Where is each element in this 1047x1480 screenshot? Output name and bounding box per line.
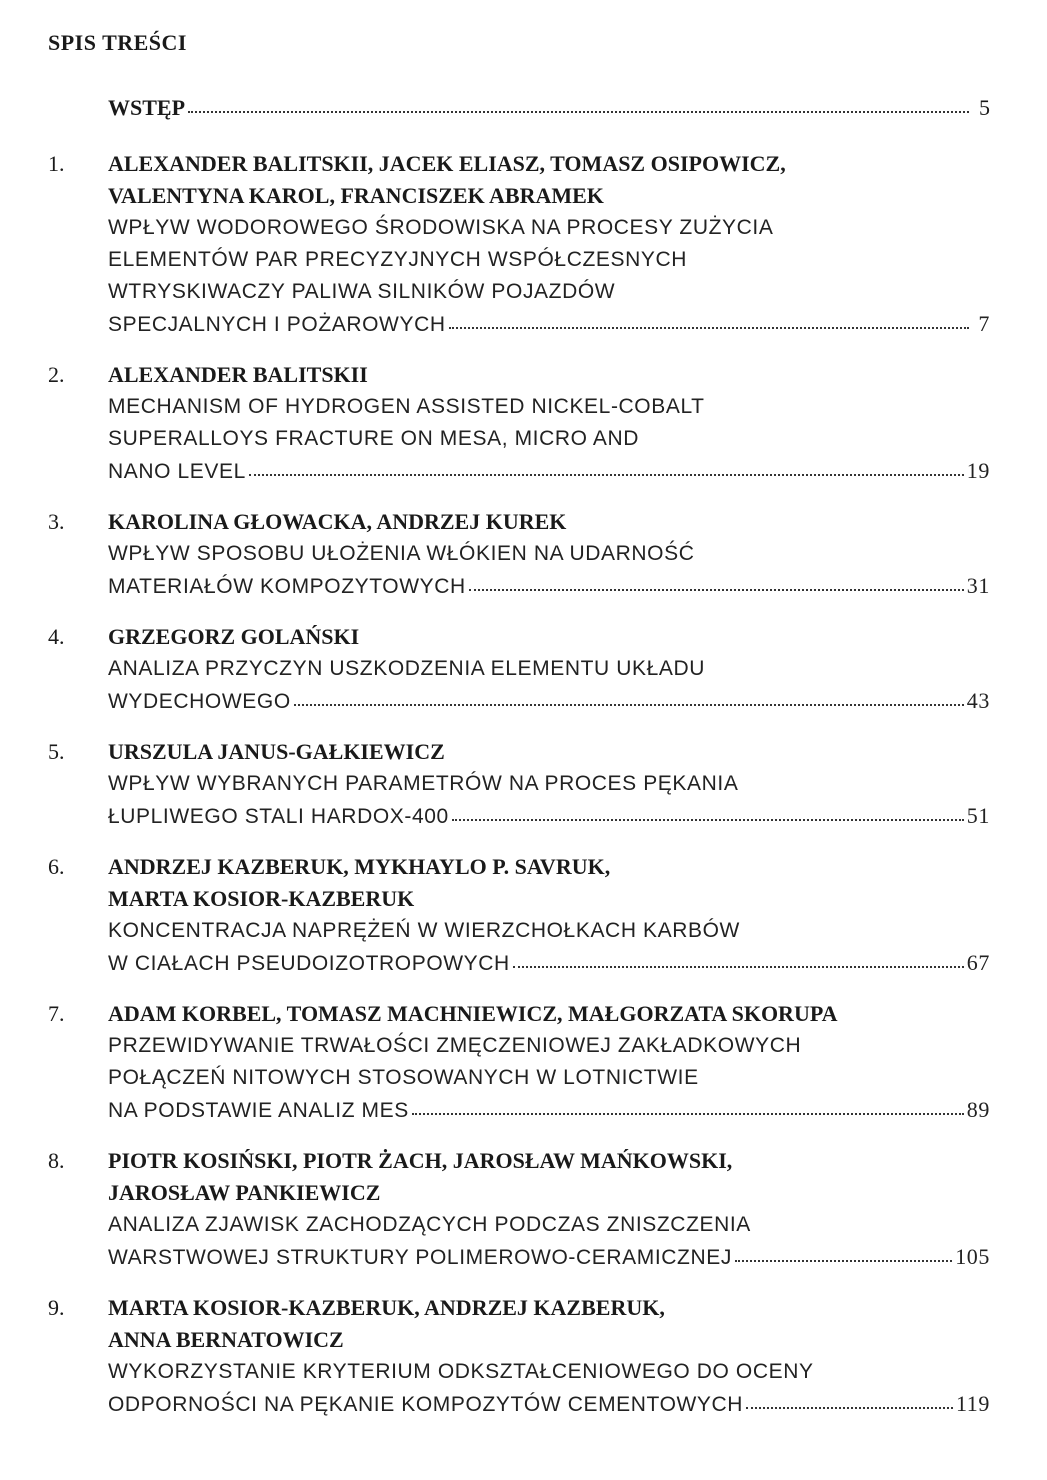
author-line: ALEXANDER BALITSKII, JACEK ELIASZ, TOMASZ OSIPOWICZ,: [108, 151, 786, 176]
toc-entry-authors: [108, 359, 990, 391]
toc-entry-authors: [108, 851, 990, 915]
title-line: ODPORNOŚCI NA PĘKANIE KOMPOZYTÓW CEMENTOWYCH: [108, 1393, 744, 1416]
author-line: PIOTR KOSIŃSKI, PIOTR ŻACH, JAROSŁAW MAŃKOWSKI,: [108, 1148, 733, 1173]
dot-leader: [452, 819, 964, 821]
title-line: WYKORZYSTANIE KRYTERIUM ODKSZTAŁCENIOWEGO DO OCENY: [108, 1360, 814, 1383]
toc-entry-number: 8.: [48, 1148, 65, 1173]
toc-page-number: 67: [966, 950, 990, 975]
dot-leader: [469, 589, 964, 591]
toc-entry-authors: [108, 621, 990, 653]
toc-page-number: 7: [978, 311, 990, 336]
title-line: WTRYSKIWACZY PALIWA SILNIKÓW POJAZDÓW: [108, 280, 616, 303]
toc-intro-label: WSTĘP: [108, 95, 186, 120]
title-last-line: [108, 570, 990, 603]
title-line: WPŁYW SPOSOBU UŁOŻENIA WŁÓKIEN NA UDARNOŚĆ: [108, 542, 695, 565]
title-line: NA PODSTAWIE ANALIZ MES: [108, 1099, 409, 1122]
toc-entry[interactable]: [48, 148, 990, 341]
toc-entry-authors: [108, 1292, 990, 1356]
title-line: WPŁYW WYBRANYCH PARAMETRÓW NA PROCES PĘKANIA: [108, 772, 739, 795]
toc-entry-authors: [108, 148, 990, 212]
toc-entry-title: [108, 915, 990, 980]
toc-entry[interactable]: [48, 506, 990, 603]
dot-leader: [746, 1407, 953, 1409]
dot-leader: [735, 1260, 952, 1262]
toc-entry[interactable]: [48, 621, 990, 718]
title-line: ANALIZA PRZYCZYN USZKODZENIA ELEMENTU UKŁADU: [108, 657, 706, 680]
toc-page-number: 51: [966, 803, 990, 828]
title-line: MATERIAŁÓW KOMPOZYTOWYCH: [108, 575, 466, 598]
author-line: VALENTYNA KAROL, FRANCISZEK ABRAMEK: [108, 183, 604, 208]
title-line: WYDECHOWEGO: [108, 690, 291, 713]
title-line: PRZEWIDYWANIE TRWAŁOŚCI ZMĘCZENIOWEJ ZAKŁADKOWYCH: [108, 1034, 802, 1057]
title-line: ELEMENTÓW PAR PRECYZYJNYCH WSPÓŁCZESNYCH: [108, 248, 688, 271]
title-line: SPECJALNYCH I POŻAROWYCH: [108, 313, 446, 336]
toc-page-number: 5: [979, 95, 990, 120]
toc-entry-authors: [108, 1145, 990, 1209]
toc-entry[interactable]: [48, 851, 990, 980]
toc-entry-title: [108, 538, 990, 603]
author-line: JAROSŁAW PANKIEWICZ: [108, 1180, 381, 1205]
title-line: WPŁYW WODOROWEGO ŚRODOWISKA NA PROCESY ZUŻYCIA: [108, 216, 774, 239]
title-last-line: [108, 1388, 990, 1421]
toc-entry-title: [108, 1356, 990, 1421]
toc-entry-title: [108, 391, 990, 488]
toc-entry-number: 2.: [48, 362, 65, 387]
toc-entry-number: 3.: [48, 509, 65, 534]
title-line: SUPERALLOYS FRACTURE ON MESA, MICRO AND: [108, 427, 639, 450]
title-last-line: [108, 800, 990, 833]
title-last-line: [108, 947, 990, 980]
toc-entry-number: 5.: [48, 739, 65, 764]
dot-leader: [449, 327, 969, 329]
toc-entry[interactable]: [48, 1145, 990, 1274]
table-of-contents: [48, 92, 990, 1439]
author-line: MARTA KOSIOR-KAZBERUK, ANDRZEJ KAZBERUK,: [108, 1295, 665, 1320]
title-line: POŁĄCZEŃ NITOWYCH STOSOWANYCH W LOTNICTWIE: [108, 1066, 699, 1089]
toc-entry-title: [108, 653, 990, 718]
author-line: URSZULA JANUS-GAŁKIEWICZ: [108, 739, 445, 764]
author-line: KAROLINA GŁOWACKA, ANDRZEJ KUREK: [108, 509, 567, 534]
title-last-line: [108, 1241, 990, 1274]
title-line: WARSTWOWEJ STRUKTURY POLIMEROWO-CERAMICZNEJ: [108, 1246, 732, 1269]
toc-entry-title: [108, 768, 990, 833]
toc-page-number: 31: [966, 573, 990, 598]
author-line: ALEXANDER BALITSKII: [108, 362, 368, 387]
author-line: ADAM KORBEL, TOMASZ MACHNIEWICZ, MAŁGORZATA SKORUPA: [108, 1001, 838, 1026]
page-heading: SPIS TREŚCI: [48, 30, 187, 55]
toc-entry-authors: [108, 506, 990, 538]
title-line: W CIAŁACH PSEUDOIZOTROPOWYCH: [108, 952, 510, 975]
title-last-line: [108, 308, 990, 341]
toc-entry-title: [108, 1209, 990, 1274]
toc-entry[interactable]: [48, 1292, 990, 1421]
toc-intro-line: [108, 92, 990, 124]
author-line: GRZEGORZ GOLAŃSKI: [108, 624, 360, 649]
toc-entry[interactable]: [48, 998, 990, 1127]
title-line: ŁUPLIWEGO STALI HARDOX-400: [108, 805, 449, 828]
title-line: KONCENTRACJA NAPRĘŻEŃ W WIERZCHOŁKACH KARBÓW: [108, 919, 740, 942]
toc-page-number: 119: [956, 1391, 990, 1416]
author-line: ANNA BERNATOWICZ: [108, 1327, 344, 1352]
toc-page-number: 105: [955, 1244, 990, 1269]
toc-entry-authors: [108, 998, 990, 1030]
author-line: MARTA KOSIOR-KAZBERUK: [108, 886, 415, 911]
toc-page-number: 19: [966, 458, 990, 483]
title-line: NANO LEVEL: [108, 460, 246, 483]
toc-entry-number: 9.: [48, 1295, 65, 1320]
toc-entry-intro[interactable]: [48, 92, 990, 124]
dot-leader: [412, 1113, 964, 1115]
dot-leader: [294, 704, 964, 706]
toc-entry-title: [108, 212, 990, 341]
dot-leader: [188, 111, 969, 113]
toc-page-number: 89: [966, 1097, 990, 1122]
title-last-line: [108, 685, 990, 718]
title-last-line: [108, 1094, 990, 1127]
toc-entry-number: 6.: [48, 854, 65, 879]
toc-page-number: 43: [966, 688, 990, 713]
dot-leader: [249, 474, 964, 476]
author-line: ANDRZEJ KAZBERUK, MYKHAYLO P. SAVRUK,: [108, 854, 611, 879]
toc-entry-title: [108, 1030, 990, 1127]
toc-entry[interactable]: [48, 736, 990, 833]
toc-entry-number: 7.: [48, 1001, 65, 1026]
toc-entry-authors: [108, 736, 990, 768]
dot-leader: [513, 966, 964, 968]
toc-entry-number: 4.: [48, 624, 65, 649]
title-last-line: [108, 455, 990, 488]
toc-entry-number: 1.: [48, 151, 65, 176]
toc-entries: [48, 148, 990, 1421]
toc-entry[interactable]: [48, 359, 990, 488]
title-line: MECHANISM OF HYDROGEN ASSISTED NICKEL-COBALT: [108, 395, 705, 418]
title-line: ANALIZA ZJAWISK ZACHODZĄCYCH PODCZAS ZNISZCZENIA: [108, 1213, 751, 1236]
